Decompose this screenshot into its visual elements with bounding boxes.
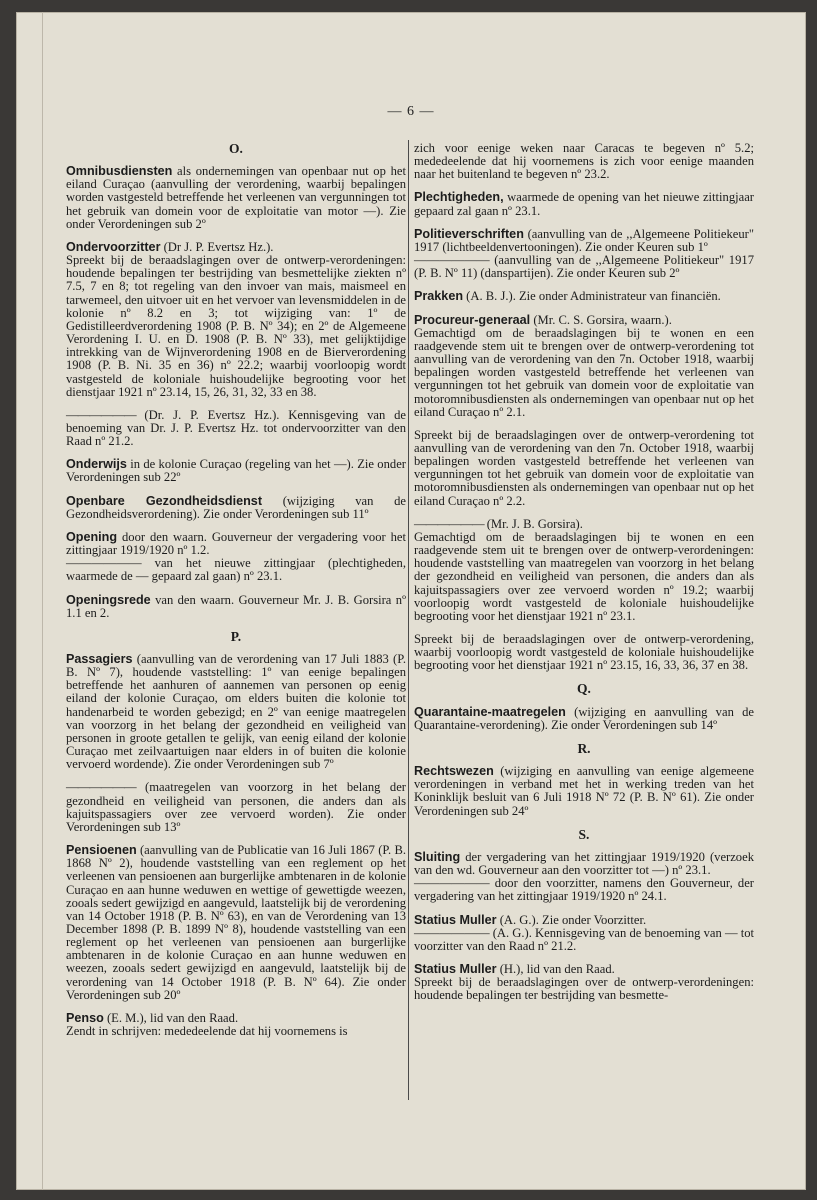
entry-paragraph: —————— (aanvulling van de ,,Algemeene Politiekeur" 1917 (P. B. Nº 11) (danspartijen). Zie onder Keuren sub 2º — [414, 253, 754, 281]
index-entry — [66, 531, 406, 584]
entry-headword: Statius Muller — [414, 961, 497, 976]
entry-body: (aanvulling van de Publicatie van 16 Juli 1867 (P. B. 1868 Nº 2), houdende vaststelling van een reglement op het verleenen van pensioenen aan burgerlijke ambtenaren in de kolonie Curaçao en aan hunne weduwen en wettige of gewettigde weezen, zooals sedert gewijzigd en aangevuld, laatstelijk bij de verordening van 14 October 1918 (P. B. Nº 63), en van de Verordening van 13 December 1898 (P. B. 1899 Nº 8), houdende vaststelling van een reglement op het verleenen van pensioenen aan burgerlijke ambtenaren in de kolonie Curaçao en aan hunne weduwen en weezen, zooals sedert gewijzigd en aangevuld, laatstelijk bij de verordening van 14 October 1918 (P. B. Nº 64). Zie onder Verordeningen sub 20º — [66, 843, 406, 1002]
index-entry — [414, 314, 754, 419]
entry-text — [414, 429, 754, 508]
index-entry — [66, 165, 406, 231]
page-number: — 6 — — [387, 104, 435, 119]
index-entry — [66, 495, 406, 521]
document-page — [16, 12, 806, 1190]
section-letter: R. — [577, 740, 591, 756]
entry-text — [66, 409, 406, 448]
entry-text — [414, 706, 754, 732]
entry-text — [414, 518, 754, 531]
entry-text — [414, 228, 754, 254]
entry-text — [66, 594, 406, 620]
index-entry — [66, 241, 406, 399]
entry-headword: Prakken — [414, 289, 464, 304]
entry-text — [66, 531, 406, 557]
repeat-dash: —————— — [66, 407, 136, 422]
section-letter: P. — [230, 628, 242, 644]
index-entry — [414, 191, 754, 217]
entry-paragraph: Spreekt bij de beraadslagingen over de ontwerp-verordeningen: houdende bepalingen ter bestrijding van besmettelijke ziekten nº 7.5, 7 en 8; tot regeling van den invoer van mais, maismeel en tarwemeel, den uitvoer uit en het vervoer van levensmiddelen in de kolonie nº 8.2 en 3; tot wijziging van: 1º de Gedistilleerdverordening 1908 (P. B. Nº 34); en 2º de Algemeene Verordening I. U. en D. 1908 (P. B. Nº 33), met gelijktijdige intrekking van de Wijnverordening 1908 en de Bierverordening 1908 (P. B. Ni. 35 en 36) nº 22.2; waarbij voorloopig wordt vastgesteld de koloniale huishoudelijke begrooting voor het dienstjaar 1921 nº 23.14, 15, 26, 31, 32, 33 en 38. — [66, 253, 406, 399]
entry-body: waarmede de opening van het nieuwe zittingjaar gepaard zal gaan nº 23.1. — [414, 190, 754, 218]
entry-headword: Onderwijs — [66, 457, 127, 472]
index-entry — [66, 844, 406, 1002]
entry-text — [414, 765, 754, 818]
entry-body: (aanvulling van de verordening van 17 Juli 1883 (P. B. Nº 7), houdende vaststelling: 1º van eenige bepalingen betreffende het aanhuren of aannemen van personen op eenig eiland der kolonie Curaçao, om elders buiten die kolonie tot handenarbeid te worden gebezigd; en 2º van eenige maatregelen van voorzorg in het belang der gezondheid en veiligheid van personen in groote getallen te gelijk, van eenig eiland der kolonie Curaçao met zeilvaartuigen naar elders in of buiten die kolonie vervoerd wordende). Zie onder Verordeningen sub 7º — [66, 652, 406, 772]
entry-paragraph: Gemachtigd om de beraadslagingen bij te wonen en een raadgevende stem uit te brengen over de ontwerp-verordening tot aanvulling van de verordening van den 7n. October 1918, waarbij bepalingen worden vastgesteld betreffende het verleenen van vergunningen tot het gebruik van domein voor de exploitatie van motoromnibusdiensten als ondernemingen van openbaar nut op het eiland Curaçao nº 2.1. — [414, 325, 754, 419]
repeat-dash: —————— — [66, 780, 136, 795]
entry-body: der vergadering van het zittingjaar 1919/1920 (verzoek van den wd. Gouverneur aan den voorzitter tot —) nº 23.1. — [414, 849, 754, 878]
entry-body: (Dr. J. P. Evertsz Hz.). Kennisgeving van de benoeming van Dr. J. P. Evertsz Hz. tot ondervoorzitter van den Raad nº 21.2. — [66, 407, 406, 449]
entry-text — [66, 653, 406, 771]
column-divider — [408, 140, 409, 1100]
index-entry — [66, 594, 406, 620]
entry-text — [414, 290, 754, 303]
entry-text — [66, 844, 406, 1002]
entry-text — [414, 142, 754, 181]
index-entry — [66, 409, 406, 448]
entry-paragraph: —————— door den voorzitter, namens den Gouverneur, der vergadering van het zittingjaar 1919/1920 nº 24.1. — [414, 876, 754, 904]
entry-body: (wijziging van de Gezondheidsverordening). Zie onder Verordeningen sub 11º — [66, 493, 406, 521]
entry-text — [66, 495, 406, 521]
section-letter: Q. — [577, 681, 591, 697]
entry-headword: Pensioenen — [66, 843, 137, 858]
index-entry — [414, 518, 754, 623]
entry-text — [414, 914, 754, 927]
entry-body: Spreekt bij de beraadslagingen over de ontwerp-verordening tot aanvulling van de verordening van den 7n. October 1918, waarbij bepalingen worden vastgesteld betreffende het verleenen van vergunningen tot het gebruik van domein voor de exploitatie van motoromnibusdiensten als ondernemingen van openbaar nut op het eiland Curaçao nº 2.2. — [414, 427, 754, 508]
index-entry — [66, 1012, 406, 1038]
index-entry — [414, 142, 754, 181]
entry-body: door den waarn. Gouverneur der vergadering voor het zittingjaar 1919/1920 nº 1.2. — [66, 529, 406, 558]
entry-headword: Plechtigheden, — [414, 190, 504, 205]
entry-body: (Mr. C. S. Gorsira, waarn.). — [530, 312, 672, 327]
entry-text — [66, 781, 406, 834]
entry-body: (H.), lid van den Raad. — [496, 961, 615, 976]
index-entry — [414, 228, 754, 281]
entry-headword: Opening — [66, 529, 118, 544]
entry-body: (A. G.). Zie onder Voorzitter. — [496, 912, 647, 927]
entry-paragraph: —————— (A. G.). Kennisgeving van de benoeming van — tot voorzitter van den Raad nº 21.2. — [414, 925, 754, 953]
entry-headword: Rechtswezen — [414, 764, 494, 779]
entry-paragraph: —————— van het nieuwe zittingjaar (plechtigheden, waarmede de — gepaard zal gaan) nº 23.1. — [66, 556, 406, 584]
entry-headword: Procureur-generaal — [414, 312, 531, 327]
entry-paragraph: Spreekt bij de beraadslagingen over de ontwerp-verordeningen: houdende bepalingen ter bestrijding van besmette- — [414, 975, 754, 1003]
entry-text — [414, 314, 754, 327]
entry-text — [414, 633, 754, 672]
section-letter: S. — [578, 826, 590, 842]
entry-headword: Statius Muller — [414, 912, 497, 927]
repeat-dash: —————— — [414, 516, 484, 531]
entry-body: (Mr. J. B. Gorsira). — [483, 516, 583, 531]
left-column — [66, 142, 406, 1048]
entry-text — [66, 458, 406, 484]
entry-headword: Passagiers — [66, 652, 133, 666]
entry-body: als ondernemingen van openbaar nut op het eiland Curaçao (aanvulling der verordening, waarbij bepalingen worden vastgesteld betreffende het verleenen van vergunningen tot het gebruik van domein voor de exploitatie van motor —). Zie onder Verordeningen sub 2º — [66, 164, 406, 231]
right-column — [414, 142, 754, 1012]
entry-headword: Politieverschriften — [414, 226, 524, 241]
entry-body: (Dr J. P. Evertsz Hz.). — [160, 239, 274, 254]
entry-body: (aanvulling van de ,,Algemeene Politiekeur" 1917 (lichtbeeldenvertooningen). Zie onder Keuren sub 1º — [414, 226, 754, 254]
entry-body: (E. M.), lid van den Raad. — [103, 1010, 239, 1025]
entry-body: van den waarn. Gouverneur Mr. J. B. Gorsira nº 1.1 en 2. — [66, 592, 406, 620]
index-entry — [414, 429, 754, 508]
entry-body: zich voor eenige weken naar Caracas te begeven nº 5.2; mededeelende dat hij voornemens is zich voor eenige maanden naar het buitenland te begeven nº 23.2. — [414, 141, 754, 182]
entry-body: (wijziging en aanvulling van de Quarantaine-verordening). Zie onder Verordeningen sub 14º — [414, 704, 754, 732]
entry-text — [66, 165, 406, 231]
section-letter: O. — [229, 141, 243, 156]
index-entry — [414, 914, 754, 953]
entry-paragraph: Zendt in schrijven: mededeelende dat hij voornemens is — [66, 1024, 348, 1039]
entry-headword: Sluiting — [414, 849, 461, 864]
entry-headword: Penso — [66, 1010, 104, 1025]
index-entry — [414, 633, 754, 672]
entry-body: (A. B. J.). Zie onder Administrateur van financiën. — [463, 289, 721, 304]
index-entry — [414, 963, 754, 1002]
index-entry — [66, 458, 406, 484]
entry-body: in de kolonie Curaçao (regeling van het —). Zie onder Verordeningen sub 22º — [66, 457, 406, 485]
entry-body: (wijziging en aanvulling van eenige algemeene verordeningen in verband met het in werking treden van het Koninklijk besluit van 6 Juli 1918 Nº 72 (P. B. Nº 61). Zie onder Verordeningen sub 24º — [414, 764, 754, 818]
entry-body: (maatregelen van voorzorg in het belang der gezondheid en veiligheid van personen, die anders dan als kajuitspassagiers over zee vervoerd worden). Zie onder Verordeningen sub 13º — [66, 780, 406, 834]
index-entry — [66, 781, 406, 834]
entry-text — [414, 191, 754, 217]
entry-headword: Omnibusdiensten — [66, 164, 173, 179]
index-entry — [414, 851, 754, 904]
entry-body: Spreekt bij de beraadslagingen over de ontwerp-verordening, waarbij voorloopig wordt vastgesteld de koloniale huishoudelijke begrooting voor het dienstjaar 1921 nº 23.15, 16, 33, 36, 37 en 38. — [414, 632, 754, 673]
index-entry — [414, 290, 754, 303]
entry-headword: Quarantaine-maatregelen — [414, 704, 566, 719]
index-entry — [66, 653, 406, 771]
index-entry — [414, 706, 754, 732]
entry-headword: Openingsrede — [66, 592, 151, 607]
index-entry — [414, 765, 754, 818]
margin-line — [42, 12, 43, 1190]
entry-headword: Openbare Gezondheidsdienst — [66, 493, 263, 508]
entry-text — [414, 851, 754, 877]
entry-paragraph: Gemachtigd om de beraadslagingen bij te wonen en een raadgevende stem uit te brengen over de ontwerp-verordeningen: houdende vaststelling van maatregelen van voorzorg in het belang der gezondheid en veiligheid van personen, die anders dan als kajuitspassagiers over zee vervoerd worden nº 19.2; waarbij voorloopig wordt vastgesteld de koloniale huishoudelijke begrooting voor het dienstjaar 1921 nº 23.1. — [414, 529, 754, 623]
entry-headword: Ondervoorzitter — [66, 239, 161, 254]
